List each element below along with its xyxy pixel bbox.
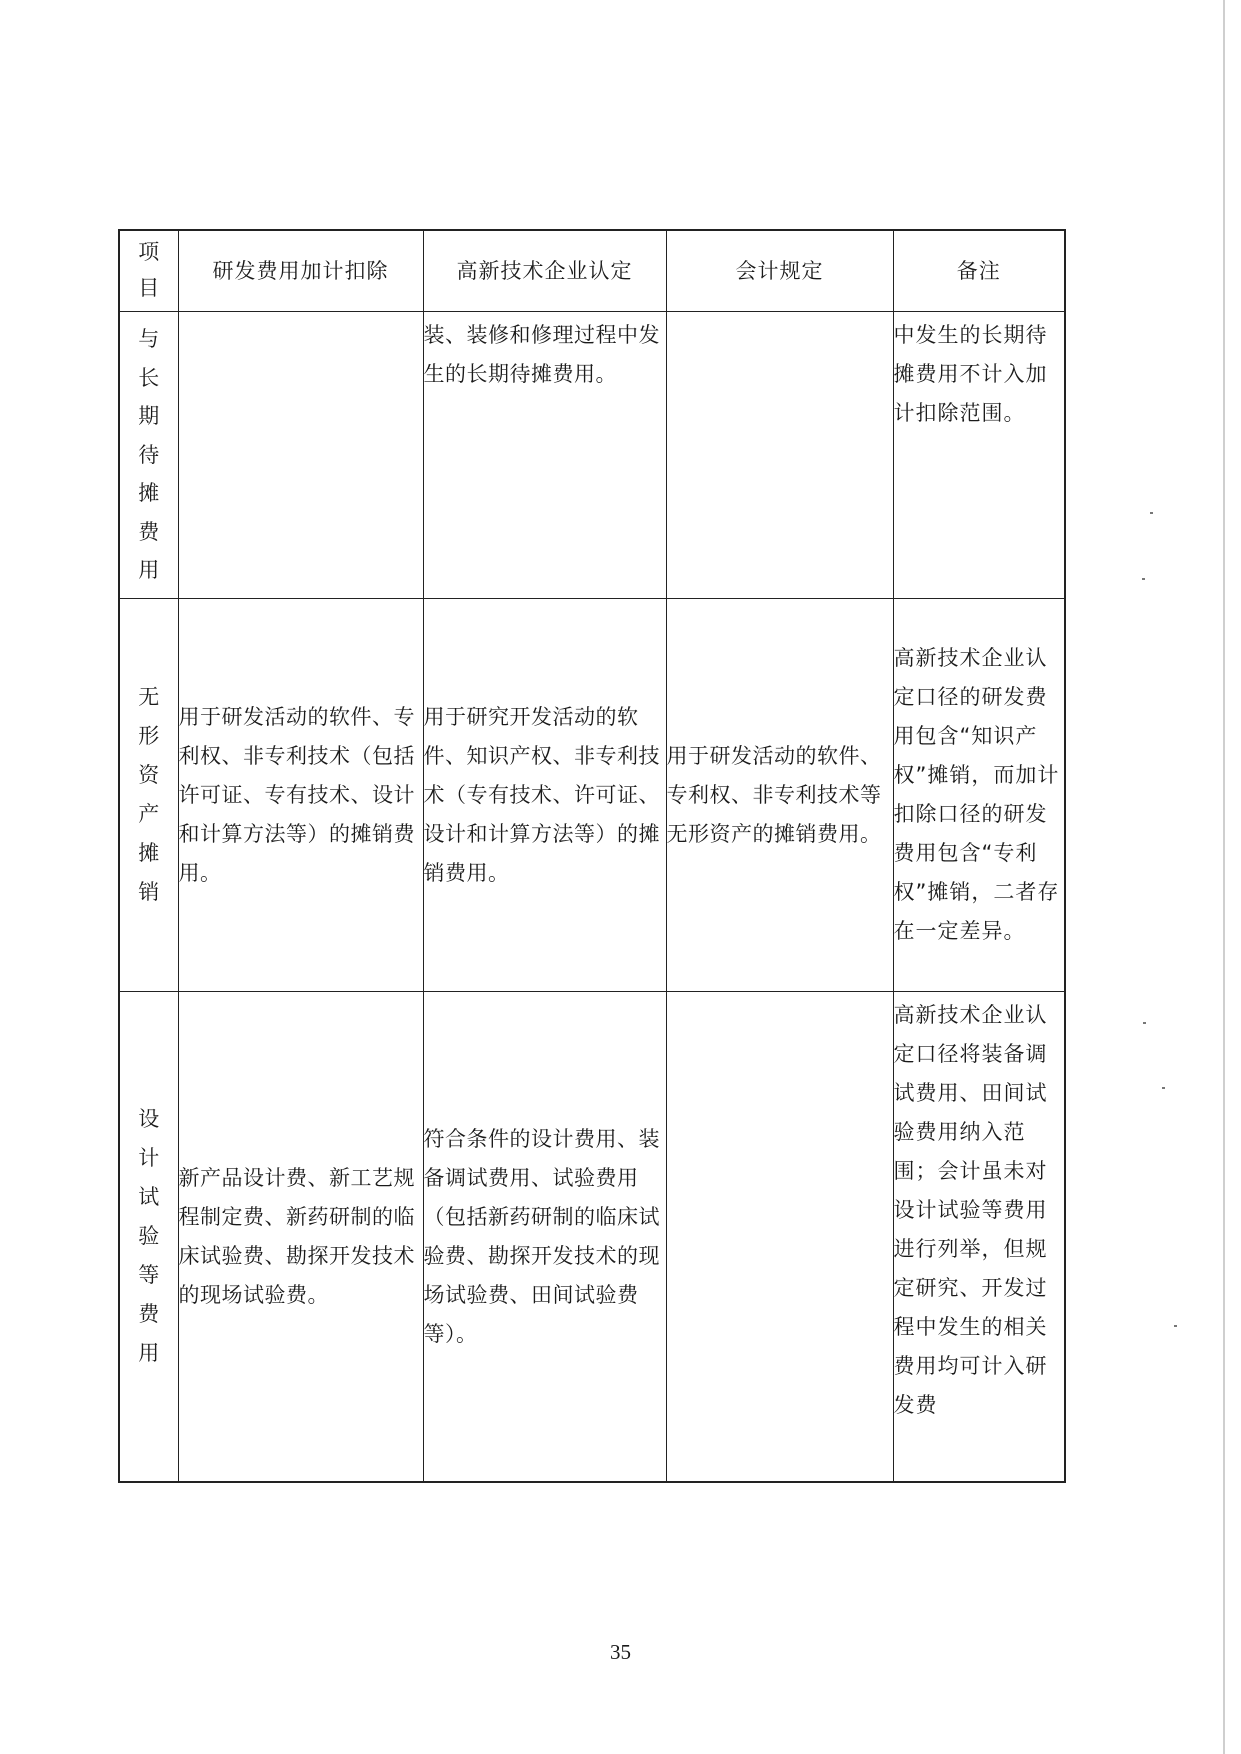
row-remarks-cell: 中发生的长期待摊费用不计入加计扣除范围。 (893, 312, 1065, 599)
scan-speck (1150, 512, 1153, 514)
row-hightech-cell: 符合条件的设计费用、装备调试费用、试验费用（包括新药研制的临床试验费、勘探开发技术的现场试验费、田间试验费等）。 (423, 992, 666, 1483)
header-item: 项目 (119, 230, 178, 312)
scan-speck (1142, 578, 1145, 580)
row-deduction-cell (178, 312, 423, 599)
table-row (119, 992, 1065, 1483)
scan-speck (1143, 1022, 1146, 1024)
row-accounting-cell (666, 312, 893, 599)
scan-edge-line (1223, 0, 1225, 1754)
expense-comparison-table (118, 229, 1066, 1483)
row-item-label: 与长期待摊费用 (119, 312, 178, 599)
table-row (119, 312, 1065, 599)
row-deduction-cell: 用于研发活动的软件、专利权、非专利技术（包括许可证、专有技术、设计和计算方法等）的摊销费用。 (178, 599, 423, 992)
table-row (119, 599, 1065, 992)
row-deduction-cell: 新产品设计费、新工艺规程制定费、新药研制的临床试验费、勘探开发技术的现场试验费。 (178, 992, 423, 1483)
header-hightech: 高新技术企业认定 (423, 230, 666, 312)
scan-speck (1162, 1087, 1165, 1089)
row-remarks-cell: 高新技术企业认定口径将装备调试费用、田间试验费用纳入范围；会计虽未对设计试验等费用进行列举，但规定研究、开发过程中发生的相关费用均可计入研发费 (893, 992, 1065, 1483)
row-remarks-cell: 高新技术企业认定口径的研发费用包含“知识产权”摊销，而加计扣除口径的研发费用包含“专利权”摊销，二者存在一定差异。 (893, 599, 1065, 992)
row-accounting-cell: 用于研发活动的软件、专利权、非专利技术等无形资产的摊销费用。 (666, 599, 893, 992)
header-remarks: 备注 (893, 230, 1065, 312)
row-hightech-cell: 装、装修和修理过程中发生的长期待摊费用。 (423, 312, 666, 599)
row-accounting-cell (666, 992, 893, 1483)
scan-speck (1174, 1325, 1177, 1327)
header-deduction: 研发费用加计扣除 (178, 230, 423, 312)
page-number: 35 (610, 1640, 631, 1664)
table-header-row (119, 230, 1065, 312)
header-accounting: 会计规定 (666, 230, 893, 312)
row-item-label: 设计试验等费用 (119, 992, 178, 1483)
row-item-label: 无形资产摊销 (119, 599, 178, 992)
row-hightech-cell: 用于研究开发活动的软件、知识产权、非专利技术（专有技术、许可证、设计和计算方法等）的摊销费用。 (423, 599, 666, 992)
